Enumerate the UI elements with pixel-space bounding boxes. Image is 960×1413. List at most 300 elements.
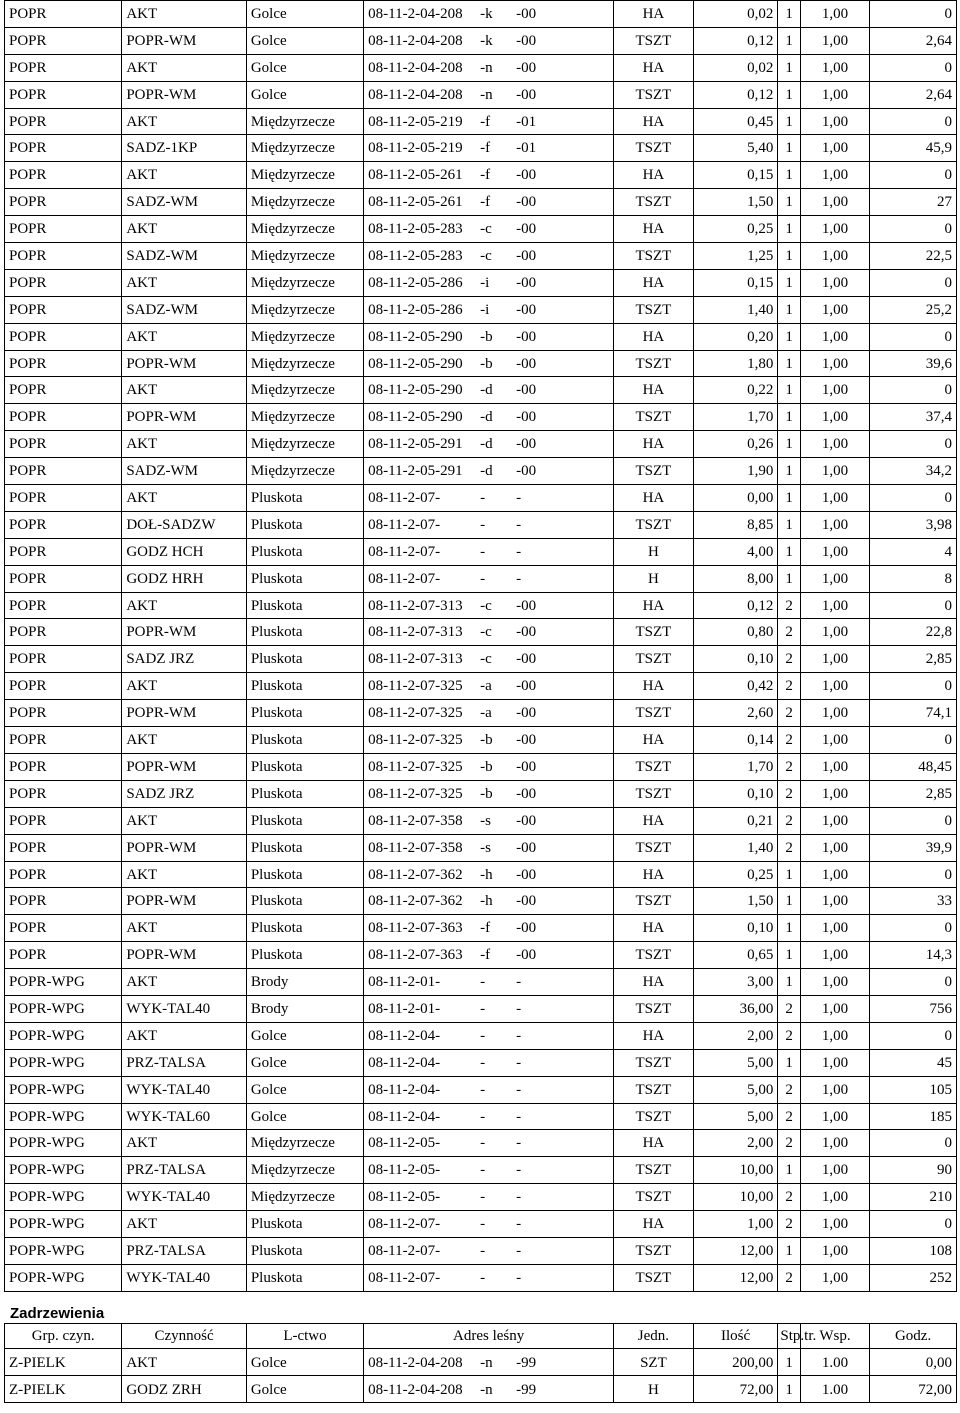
cell-part: -c xyxy=(480,624,492,641)
table-cell: 0,12 xyxy=(693,81,778,108)
table-cell: 1,00 xyxy=(800,135,869,162)
table-cell: 33 xyxy=(870,888,957,915)
table-cell: TSZT xyxy=(614,1237,694,1264)
table-cell: POPR xyxy=(5,404,122,431)
table-cell: 25,2 xyxy=(870,296,957,323)
table-cell: Pluskota xyxy=(246,673,363,700)
table-cell: Pluskota xyxy=(246,538,363,565)
table-cell xyxy=(364,753,614,780)
table-cell: 14,3 xyxy=(870,942,957,969)
table-cell: HA xyxy=(614,485,694,512)
cell-part: -i xyxy=(480,301,490,318)
table-cell: POPR-WM xyxy=(122,700,246,727)
table-cell: Międzyrzecze xyxy=(246,189,363,216)
table-cell: 0,15 xyxy=(693,269,778,296)
table-cell: POPR xyxy=(5,216,122,243)
cell-part: 08-11-2-07- xyxy=(368,516,441,533)
table-cell: POPR xyxy=(5,377,122,404)
cell-part: 08-11-2-05- xyxy=(368,1162,441,1179)
table-cell: Międzyrzecze xyxy=(246,162,363,189)
table-cell: AKT xyxy=(122,1,246,28)
table-cell: 5,40 xyxy=(693,135,778,162)
table-cell: POPR xyxy=(5,350,122,377)
table-cell: Pluskota xyxy=(246,727,363,754)
cell-part: 08-11-2-05-261 xyxy=(368,194,463,211)
cell-part: 08-11-2-07-313 xyxy=(368,624,463,641)
table-cell: 0,14 xyxy=(693,727,778,754)
table-cell xyxy=(364,592,614,619)
table-cell xyxy=(364,243,614,270)
table-cell: TSZT xyxy=(614,243,694,270)
table-cell: 252 xyxy=(870,1264,957,1291)
table-cell: 1 xyxy=(778,431,800,458)
table-cell: 0,26 xyxy=(693,431,778,458)
cell-part: 08-11-2-05-291 xyxy=(368,463,463,480)
table-cell: 4,00 xyxy=(693,538,778,565)
table-row xyxy=(5,243,957,270)
table-cell: 1,00 xyxy=(800,377,869,404)
cell-part: -00 xyxy=(516,328,537,345)
cell-part: -00 xyxy=(516,705,537,722)
table-cell: POPR-WPG xyxy=(5,1184,122,1211)
cell-part: 08-11-2-04- xyxy=(368,1027,441,1044)
table-cell: POPR-WM xyxy=(122,27,246,54)
table-cell xyxy=(364,108,614,135)
table-cell: POPR-WPG xyxy=(5,1103,122,1130)
table-cell: Golce xyxy=(246,1103,363,1130)
table-cell xyxy=(364,727,614,754)
table-cell: 2 xyxy=(778,727,800,754)
header-cell: Grp. czyn. xyxy=(5,1324,122,1349)
table-cell: Pluskota xyxy=(246,888,363,915)
table-cell: Międzyrzecze xyxy=(246,1130,363,1157)
cell-part: -b xyxy=(480,355,493,372)
zadrzewienia-table-body xyxy=(5,1324,957,1403)
table-cell: 0,12 xyxy=(693,27,778,54)
table-cell: 1,00 xyxy=(800,323,869,350)
table-row xyxy=(5,1376,957,1403)
table-cell: TSZT xyxy=(614,135,694,162)
table-cell: 0 xyxy=(870,162,957,189)
cell-part: - xyxy=(516,1081,522,1098)
table-cell: HA xyxy=(614,431,694,458)
table-cell: 1 xyxy=(778,377,800,404)
cell-part: - xyxy=(516,1216,522,1233)
table-cell: 1,00 xyxy=(800,592,869,619)
table-row xyxy=(5,619,957,646)
table-cell: 1,00 xyxy=(800,350,869,377)
header-cell: Wsp. xyxy=(800,1324,869,1349)
cell-part: - xyxy=(480,516,486,533)
table-cell: Międzyrzecze xyxy=(246,296,363,323)
table-cell: POPR xyxy=(5,431,122,458)
cell-part: -n xyxy=(480,59,493,76)
table-cell: SADZ JRZ xyxy=(122,780,246,807)
table-cell: 39,9 xyxy=(870,834,957,861)
table-cell xyxy=(364,646,614,673)
cell-part: -00 xyxy=(516,301,537,318)
table-cell: 1,00 xyxy=(800,81,869,108)
table-cell: AKT xyxy=(122,1211,246,1238)
table-cell: Pluskota xyxy=(246,646,363,673)
table-cell: 1,00 xyxy=(800,673,869,700)
table-cell: Pluskota xyxy=(246,915,363,942)
table-cell: 0,12 xyxy=(693,592,778,619)
table-cell xyxy=(364,538,614,565)
cell-part: -b xyxy=(480,328,493,345)
table-cell: HA xyxy=(614,162,694,189)
table-cell: 1 xyxy=(778,350,800,377)
main-table-body xyxy=(5,1,957,1292)
table-cell: 2 xyxy=(778,1211,800,1238)
table-cell: 2 xyxy=(778,1022,800,1049)
cell-part: -f xyxy=(480,920,491,937)
cell-part: 08-11-2-05- xyxy=(368,1135,441,1152)
table-row xyxy=(5,646,957,673)
table-cell: Golce xyxy=(246,27,363,54)
table-cell: 0 xyxy=(870,673,957,700)
table-cell: H xyxy=(614,1376,694,1403)
cell-part: 08-11-2-07-325 xyxy=(368,678,463,695)
table-cell: Golce xyxy=(246,1349,363,1376)
table-cell: POPR xyxy=(5,942,122,969)
table-cell: 72,00 xyxy=(693,1376,778,1403)
table-cell: HA xyxy=(614,54,694,81)
table-cell: POPR-WM xyxy=(122,834,246,861)
cell-part: - xyxy=(516,1027,522,1044)
table-cell: HA xyxy=(614,727,694,754)
cell-part: -c xyxy=(480,597,492,614)
cell-part: -d xyxy=(480,436,493,453)
table-cell: Międzyrzecze xyxy=(246,1157,363,1184)
table-cell xyxy=(364,861,614,888)
table-cell: 756 xyxy=(870,995,957,1022)
table-cell: 1 xyxy=(778,296,800,323)
table-cell: 1 xyxy=(778,1349,800,1376)
table-cell: 1 xyxy=(778,1376,800,1403)
table-cell: POPR xyxy=(5,780,122,807)
header-cell: Adres leśny xyxy=(364,1324,614,1349)
table-cell: PRZ-TALSA xyxy=(122,1157,246,1184)
table-cell xyxy=(364,1157,614,1184)
table-cell xyxy=(364,1130,614,1157)
cell-part: -00 xyxy=(516,920,537,937)
table-cell: 1,00 xyxy=(800,1157,869,1184)
table-cell xyxy=(364,269,614,296)
table-cell: POPR-WM xyxy=(122,81,246,108)
cell-part: -00 xyxy=(516,758,537,775)
table-cell: Pluskota xyxy=(246,619,363,646)
table-cell: Pluskota xyxy=(246,942,363,969)
table-row xyxy=(5,269,957,296)
table-cell: 2 xyxy=(778,1184,800,1211)
table-cell xyxy=(364,700,614,727)
table-row xyxy=(5,511,957,538)
cell-part: 08-11-2-07-362 xyxy=(368,866,463,883)
table-cell: 2,60 xyxy=(693,700,778,727)
table-cell: SADZ-WM xyxy=(122,189,246,216)
table-row xyxy=(5,404,957,431)
cell-part: 08-11-2-07- xyxy=(368,543,441,560)
cell-part: 08-11-2-05-290 xyxy=(368,409,463,426)
table-cell xyxy=(364,485,614,512)
table-cell: AKT xyxy=(122,915,246,942)
table-cell: POPR xyxy=(5,888,122,915)
table-cell: 1,00 xyxy=(800,888,869,915)
table-cell: POPR xyxy=(5,81,122,108)
table-cell: HA xyxy=(614,807,694,834)
table-row xyxy=(5,673,957,700)
table-cell xyxy=(364,915,614,942)
cell-part: 08-11-2-07-325 xyxy=(368,758,463,775)
table-cell: 3,00 xyxy=(693,969,778,996)
table-cell: 2,64 xyxy=(870,81,957,108)
cell-part: - xyxy=(480,1027,486,1044)
table-row xyxy=(5,915,957,942)
table-cell: 2 xyxy=(778,1076,800,1103)
table-cell: 200,00 xyxy=(693,1349,778,1376)
cell-part: -h xyxy=(480,893,493,910)
table-cell: 0,21 xyxy=(693,807,778,834)
cell-part: 08-11-2-04- xyxy=(368,1108,441,1125)
table-cell: Międzyrzecze xyxy=(246,1184,363,1211)
table-cell: 0 xyxy=(870,485,957,512)
table-row xyxy=(5,1349,957,1376)
table-cell: 2 xyxy=(778,619,800,646)
table-row xyxy=(5,108,957,135)
cell-part: -c xyxy=(480,221,492,238)
table-cell: AKT xyxy=(122,969,246,996)
table-cell: 0 xyxy=(870,727,957,754)
table-row xyxy=(5,538,957,565)
cell-part: 08-11-2-01- xyxy=(368,974,441,991)
table-cell: 1 xyxy=(778,538,800,565)
table-cell: Golce xyxy=(246,1076,363,1103)
table-cell xyxy=(364,27,614,54)
cell-part: -d xyxy=(480,463,493,480)
table-cell xyxy=(364,1376,614,1403)
cell-part: 08-11-2-04- xyxy=(368,1054,441,1071)
table-cell: Pluskota xyxy=(246,807,363,834)
table-cell: 8,85 xyxy=(693,511,778,538)
table-cell: Międzyrzecze xyxy=(246,431,363,458)
table-cell: TSZT xyxy=(614,1076,694,1103)
table-cell: GODZ HCH xyxy=(122,538,246,565)
table-row xyxy=(5,1,957,28)
table-cell: AKT xyxy=(122,861,246,888)
table-cell: 1,00 xyxy=(800,646,869,673)
table-cell: 1 xyxy=(778,108,800,135)
table-row xyxy=(5,1103,957,1130)
cell-part: - xyxy=(516,1242,522,1259)
table-cell: 0 xyxy=(870,377,957,404)
table-cell xyxy=(364,619,614,646)
table-cell: 37,4 xyxy=(870,404,957,431)
table-cell xyxy=(364,135,614,162)
table-row xyxy=(5,565,957,592)
table-cell: Międzyrzecze xyxy=(246,377,363,404)
table-cell: 1,00 xyxy=(800,108,869,135)
table-cell xyxy=(364,296,614,323)
cell-part: -00 xyxy=(516,167,537,184)
table-cell: POPR xyxy=(5,538,122,565)
table-cell: 1,00 xyxy=(800,861,869,888)
cell-part: -00 xyxy=(516,221,537,238)
cell-part: -00 xyxy=(516,947,537,964)
table-cell: 2 xyxy=(778,700,800,727)
table-cell: AKT xyxy=(122,807,246,834)
table-cell: HA xyxy=(614,1130,694,1157)
cell-part: - xyxy=(480,1000,486,1017)
table-cell: 0 xyxy=(870,1130,957,1157)
table-cell: TSZT xyxy=(614,834,694,861)
table-row xyxy=(5,942,957,969)
cell-part: -b xyxy=(480,758,493,775)
cell-part: - xyxy=(516,1054,522,1071)
table-cell: POPR-WPG xyxy=(5,1237,122,1264)
table-cell: Międzyrzecze xyxy=(246,216,363,243)
table-cell: 1,00 xyxy=(800,753,869,780)
cell-part: -00 xyxy=(516,651,537,668)
cell-part: 08-11-2-01- xyxy=(368,1000,441,1017)
cell-part: 08-11-2-07-313 xyxy=(368,597,463,614)
table-cell: Golce xyxy=(246,1022,363,1049)
table-cell: TSZT xyxy=(614,1157,694,1184)
table-cell xyxy=(364,189,614,216)
table-cell: 1,00 xyxy=(800,511,869,538)
table-cell: POPR xyxy=(5,243,122,270)
table-cell: TSZT xyxy=(614,780,694,807)
table-cell: 2 xyxy=(778,1103,800,1130)
cell-part: - xyxy=(516,1135,522,1152)
table-cell: 1,40 xyxy=(693,296,778,323)
table-cell xyxy=(364,969,614,996)
cell-part: 08-11-2-07-325 xyxy=(368,785,463,802)
table-cell: 2 xyxy=(778,753,800,780)
cell-part: - xyxy=(516,516,522,533)
table-cell: Pluskota xyxy=(246,700,363,727)
table-cell: POPR xyxy=(5,646,122,673)
table-cell: POPR xyxy=(5,296,122,323)
table-cell: 1,00 xyxy=(800,1076,869,1103)
table-cell: 2 xyxy=(778,1130,800,1157)
table-cell: HA xyxy=(614,108,694,135)
table-cell: 1,50 xyxy=(693,888,778,915)
table-cell: 5,00 xyxy=(693,1103,778,1130)
table-cell: AKT xyxy=(122,1349,246,1376)
table-cell: Pluskota xyxy=(246,565,363,592)
cell-part: 08-11-2-04-208 xyxy=(368,86,463,103)
table-row xyxy=(5,1022,957,1049)
table-cell: 1,00 xyxy=(800,27,869,54)
table-cell xyxy=(364,565,614,592)
table-cell: TSZT xyxy=(614,511,694,538)
table-row xyxy=(5,485,957,512)
table-cell: 1 xyxy=(778,458,800,485)
table-cell: 1,70 xyxy=(693,404,778,431)
table-cell: POPR xyxy=(5,1,122,28)
cell-part: 08-11-2-07- xyxy=(368,1216,441,1233)
table-cell: HA xyxy=(614,269,694,296)
table-cell: 10,00 xyxy=(693,1184,778,1211)
table-cell: 1 xyxy=(778,216,800,243)
cell-part: 08-11-2-05-290 xyxy=(368,382,463,399)
table-cell: Pluskota xyxy=(246,861,363,888)
cell-part: 08-11-2-05-283 xyxy=(368,221,463,238)
table-cell: AKT xyxy=(122,1130,246,1157)
cell-part: -00 xyxy=(516,59,537,76)
cell-part: - xyxy=(480,1269,486,1286)
table-cell: 1,00 xyxy=(800,915,869,942)
table-cell: 1,00 xyxy=(800,619,869,646)
table-cell: 1,00 xyxy=(800,727,869,754)
table-cell xyxy=(364,377,614,404)
table-cell: TSZT xyxy=(614,27,694,54)
table-cell: 1,00 xyxy=(800,162,869,189)
table-cell: Pluskota xyxy=(246,780,363,807)
table-cell: HA xyxy=(614,1022,694,1049)
table-cell: TSZT xyxy=(614,1264,694,1291)
table-cell: 2,85 xyxy=(870,780,957,807)
table-cell xyxy=(364,1184,614,1211)
cell-part: 08-11-2-07-358 xyxy=(368,812,463,829)
table-cell: WYK-TAL40 xyxy=(122,1184,246,1211)
table-cell xyxy=(364,404,614,431)
table-cell: 210 xyxy=(870,1184,957,1211)
table-cell: 105 xyxy=(870,1076,957,1103)
table-cell: Pluskota xyxy=(246,485,363,512)
table-cell: POPR xyxy=(5,162,122,189)
table-cell: POPR xyxy=(5,458,122,485)
table-cell: 2,85 xyxy=(870,646,957,673)
table-cell: 0 xyxy=(870,1,957,28)
table-cell: SADZ-WM xyxy=(122,243,246,270)
table-cell: TSZT xyxy=(614,81,694,108)
table-cell: POPR xyxy=(5,861,122,888)
table-cell xyxy=(364,1103,614,1130)
table-cell: TSZT xyxy=(614,189,694,216)
table-cell: 0 xyxy=(870,592,957,619)
table-cell: SADZ-WM xyxy=(122,296,246,323)
table-cell: 0,25 xyxy=(693,216,778,243)
table-cell: 2 xyxy=(778,834,800,861)
table-cell: 1 xyxy=(778,1157,800,1184)
cell-part: - xyxy=(516,1269,522,1286)
cell-part: - xyxy=(516,1000,522,1017)
cell-part: 08-11-2-04-208 xyxy=(368,32,463,49)
cell-part: 08-11-2-04-208 xyxy=(368,6,463,22)
table-row xyxy=(5,1211,957,1238)
table-cell: 45 xyxy=(870,1049,957,1076)
table-row xyxy=(5,431,957,458)
table-cell: 1,00 xyxy=(800,700,869,727)
table-row xyxy=(5,969,957,996)
cell-part: -d xyxy=(480,382,493,399)
table-cell: 1,00 xyxy=(800,485,869,512)
table-cell: PRZ-TALSA xyxy=(122,1237,246,1264)
cell-part: -01 xyxy=(516,113,537,130)
table-cell: 0,10 xyxy=(693,646,778,673)
table-cell: AKT xyxy=(122,673,246,700)
table-cell: POPR-WPG xyxy=(5,1211,122,1238)
table-cell xyxy=(364,888,614,915)
table-cell xyxy=(364,81,614,108)
table-cell: 2 xyxy=(778,995,800,1022)
cell-part: - xyxy=(480,1216,486,1233)
table-row xyxy=(5,1049,957,1076)
table-cell: 1,50 xyxy=(693,189,778,216)
table-cell: HA xyxy=(614,377,694,404)
